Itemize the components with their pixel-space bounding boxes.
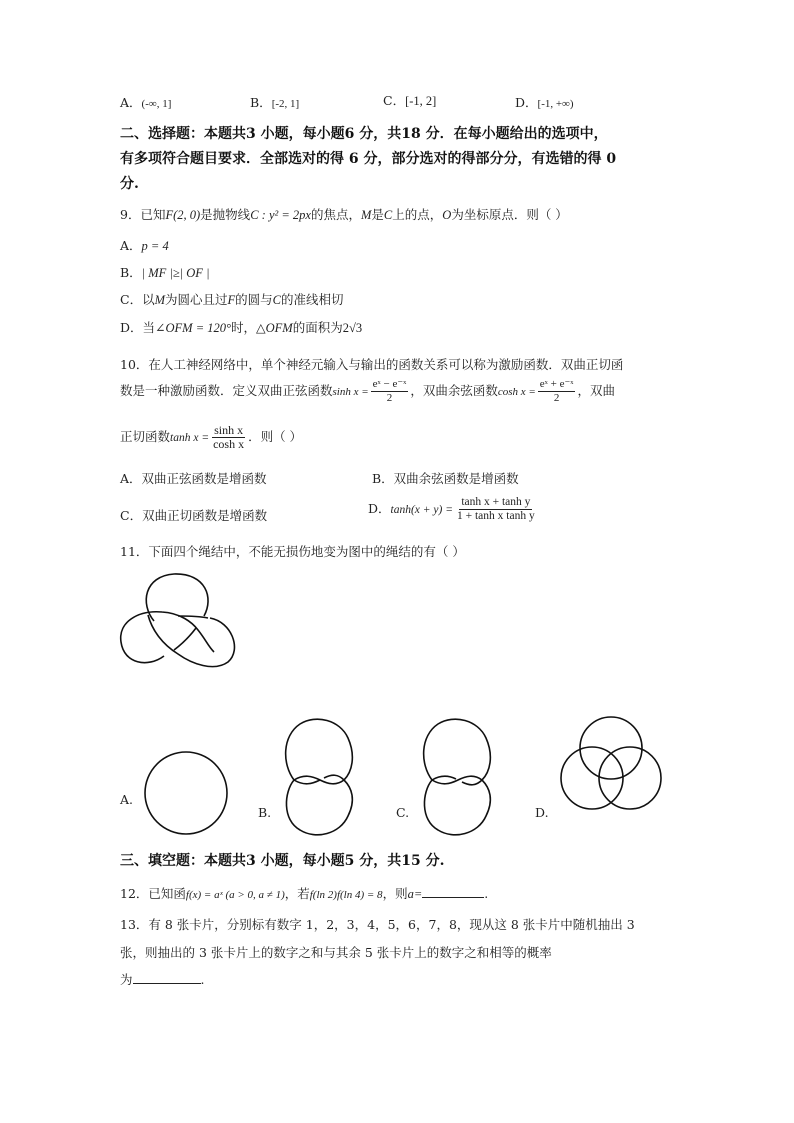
q8-option-d: D．[-1, +∞) (515, 95, 574, 110)
q13-line1: 13．有 8 张卡片，分别标有数字 1，2，3，4，5，6，7，8，现从这 8 张卡片中随机抽出 3 (120, 917, 635, 932)
q9-stem: 9．已知F(2, 0)是抛物线C : y² = 2px的焦点，M是C上的点，O为坐标原点．则（ ） (120, 207, 568, 222)
q8-option-a: A．(-∞, 1] (120, 95, 172, 110)
trefoil-knot-figure (118, 570, 238, 685)
section2-line3: 分. (120, 176, 139, 192)
cosh-fraction: $\frac{\text{eˣ + e⁻ˣ}}{2}$ (539, 378, 574, 404)
q9-option-a: A．p = 4 (120, 238, 169, 253)
section2-line1: 二、选择题：本题共3 小题，每小题6 分，共18 分．在每小题给出的选项中， (120, 126, 608, 142)
q8-option-c: C．[-1, 2] (383, 93, 437, 108)
q11-label-a: A. (120, 792, 134, 807)
q10-line2: 数是一种激励函数．定义双曲正弦函数sinh x = $\frac{\text{eˣ − e⁻ˣ}}{2}$ ，双曲余弦函数cosh x = $\frac{\text{eˣ + e⁻ˣ}}{2}$ ，双曲 (120, 378, 615, 404)
q10-option-b: B．双曲余弦函数是增函数 (372, 471, 519, 486)
q12-answer-blank[interactable] (422, 897, 484, 898)
unknot-circle-figure (140, 750, 232, 836)
q11-label-d: D. (535, 805, 549, 820)
section3-title: 三、填空题：本题共3 小题，每小题5 分，共15 分. (120, 853, 445, 869)
q13-answer-blank[interactable] (133, 983, 201, 984)
sinh-fraction: $\frac{\text{eˣ − e⁻ˣ}}{2}$ (372, 378, 407, 404)
q11-label-c: C. (396, 805, 410, 820)
q10-line1: 10．在人工神经网络中，单个神经元输入与输出的函数关系可以称为激励函数．双曲正切函 (120, 357, 624, 372)
section2-line2: 有多项符合题目要求．全部选对的得 6 分，部分选对的得部分分，有选错的得 0 (120, 151, 617, 167)
q9-option-c: C．以M为圆心且过F的圆与C的准线相切 (120, 292, 344, 307)
q10-option-a: A．双曲正弦函数是增函数 (120, 471, 267, 486)
tanh-sum-fraction: $\frac{\text{tanh x + tanh y}}{\text{1 + tanh x tanh y}}$ (457, 496, 535, 522)
q10-line3: 正切函数tanh x = $\frac{\text{sinh x}}{\text{cosh x}}$ ．则（ ） (120, 423, 303, 451)
q9-option-d: D．当∠OFM = 120°时，△OFM的面积为2√3 (120, 320, 363, 335)
q9-option-b: B．| MF |≥| OF | (120, 265, 210, 280)
q13-line2: 张，则抽出的 3 张卡片上的数字之和与其余 5 张卡片上的数字之和相等的概率 (120, 945, 552, 960)
twisted-circles-c-figure (420, 716, 494, 838)
q10-option-d: D．tanh(x + y) = $\frac{\text{tanh x + tanh y}}{\text{1 + tanh x tanh y}}$ (368, 496, 535, 522)
q10-option-c: C．双曲正切函数是增函数 (120, 508, 268, 523)
q13-line3: 为 . (120, 972, 205, 987)
tanh-fraction: $\frac{\text{sinh x}}{\text{cosh x}}$ (213, 423, 245, 451)
twisted-circles-b-figure (282, 716, 356, 838)
q8-option-b: B．[-2, 1] (250, 95, 300, 110)
q12-stem: 12．已知函f(x) = aˣ (a > 0, a ≠ 1)，若f(ln 2)f(ln 4) = 8，则a= . (120, 886, 489, 901)
borromean-rings-figure (560, 715, 662, 815)
q11-label-b: B. (258, 805, 272, 820)
q11-stem: 11．下面四个绳结中，不能无损伤地变为图中的绳结的有（ ） (120, 544, 465, 559)
